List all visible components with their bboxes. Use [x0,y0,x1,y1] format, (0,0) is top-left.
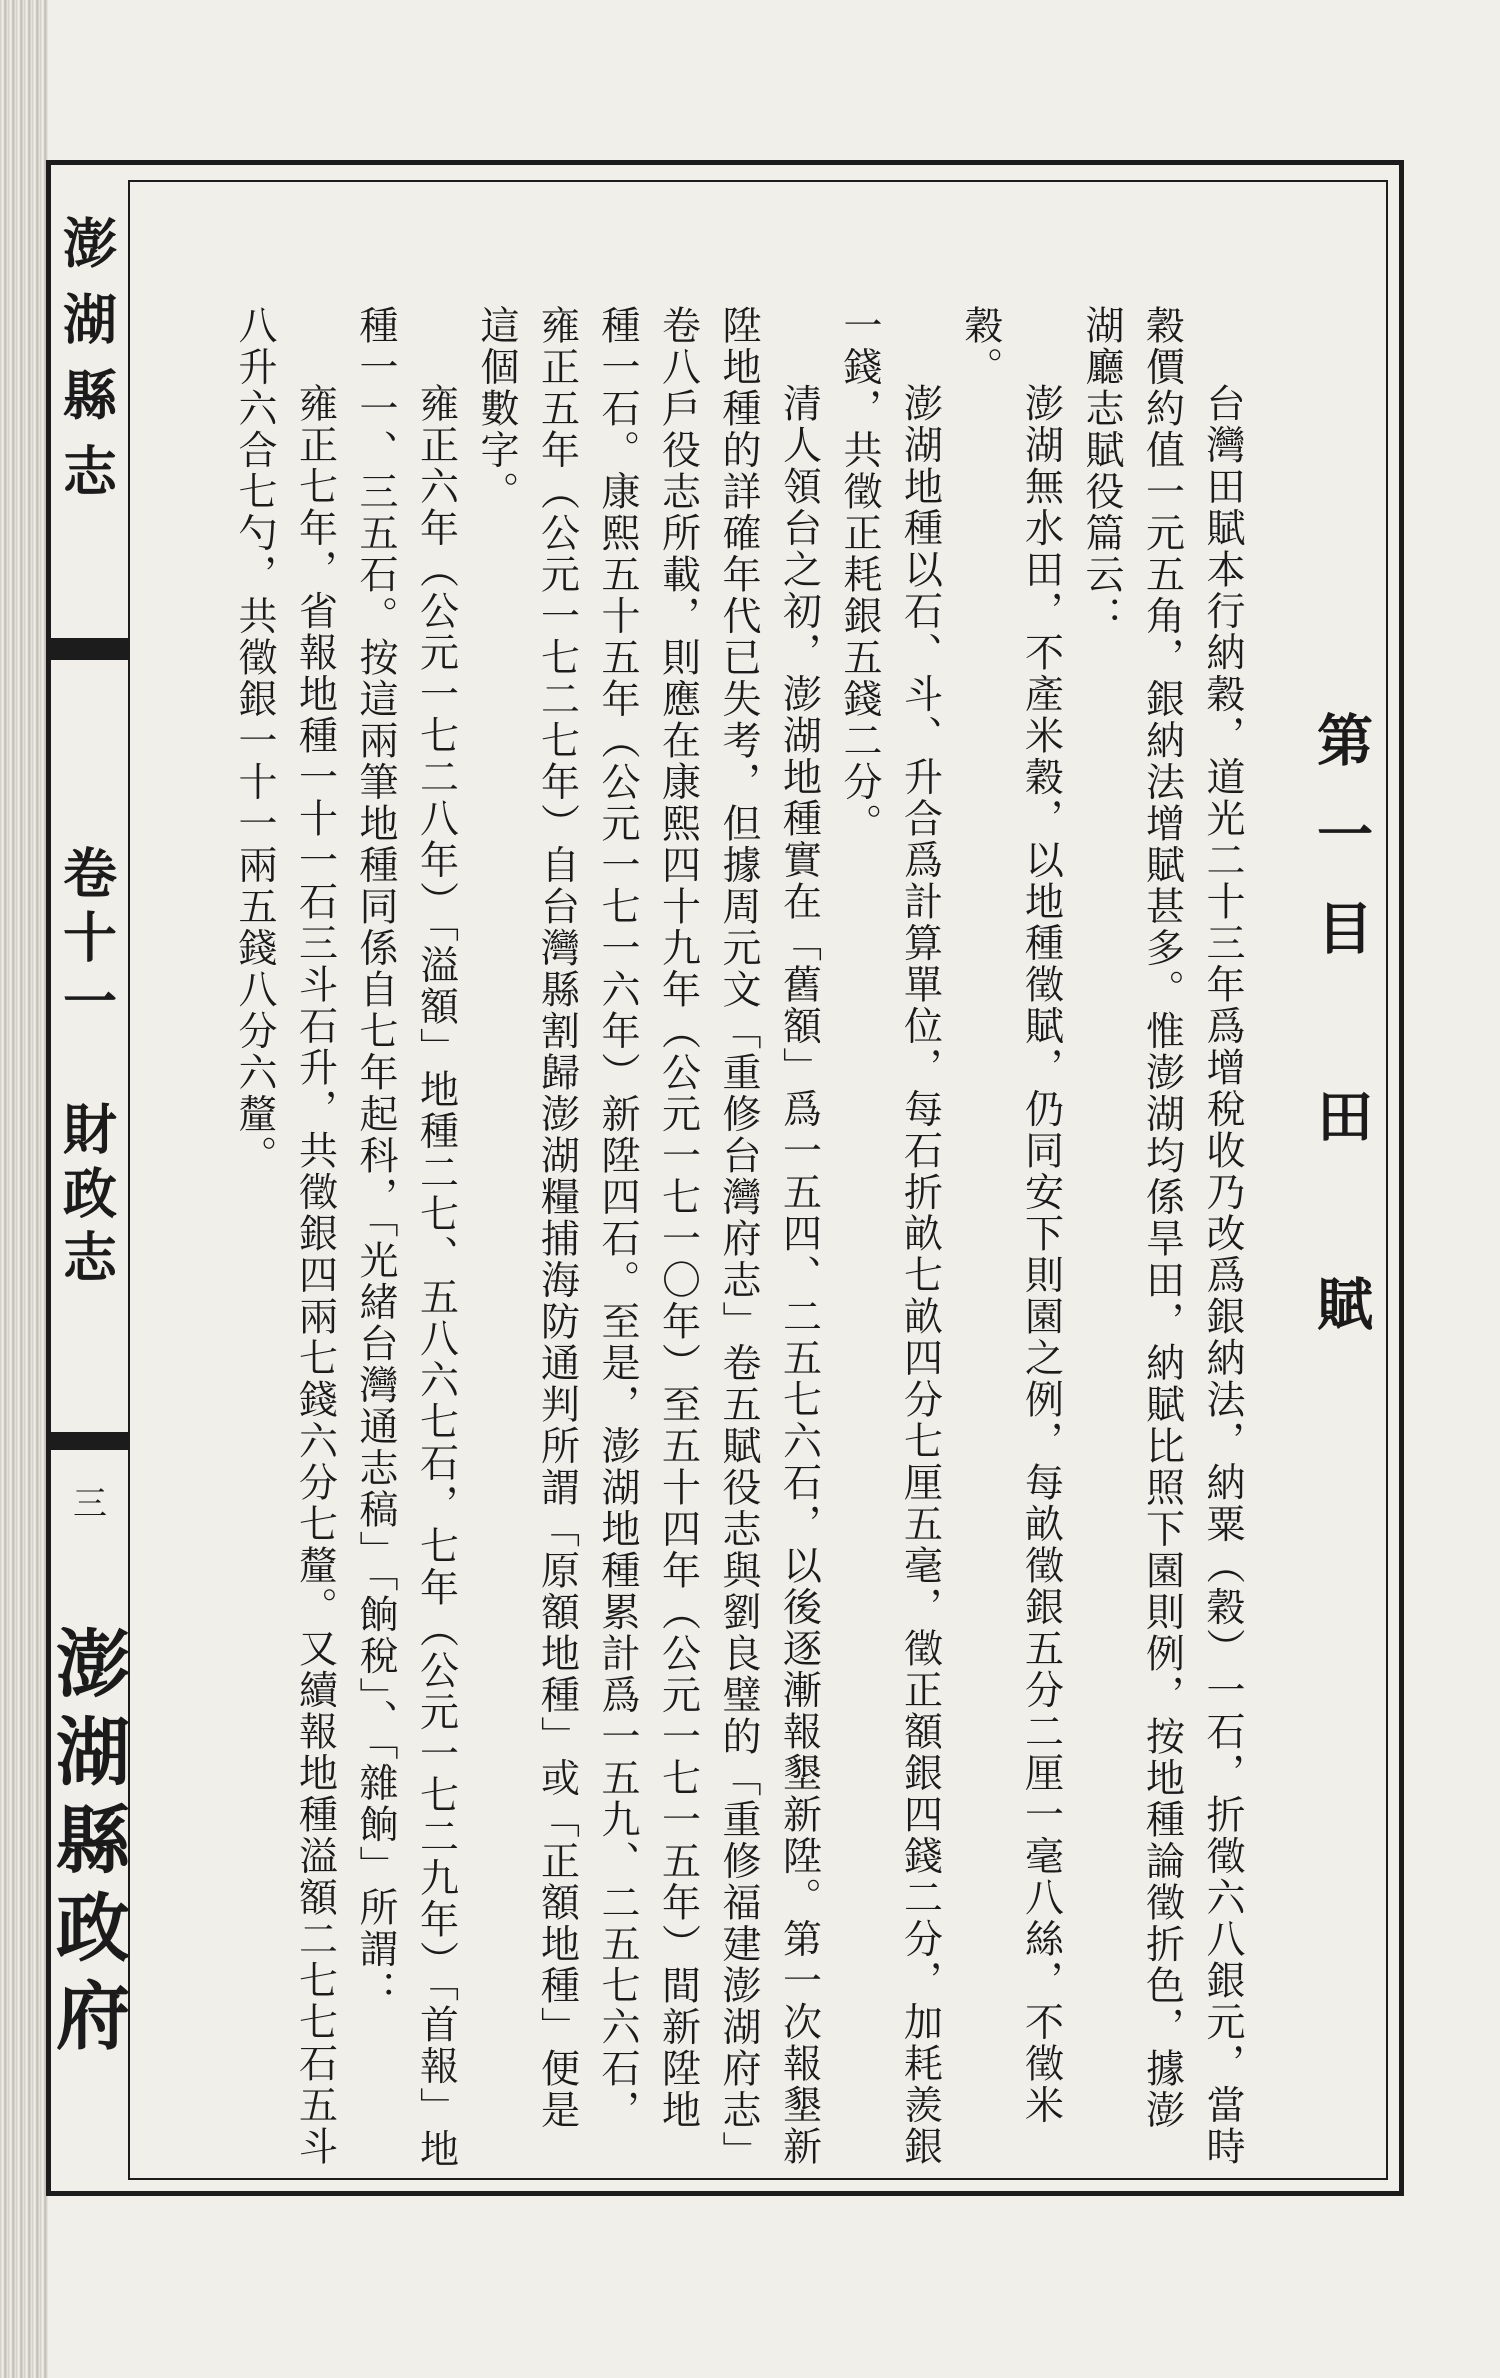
running-head-divider [46,1432,128,1450]
paragraph: 澎湖地種以石、斗、升合爲計算單位，每石折畝七畝四分七厘五毫，徵正額銀四錢二分，加耗羨銀一錢，共徵正耗銀五錢二分。 [837,305,943,2168]
publisher-name: 澎湖縣政府 [44,1625,130,2065]
chapter-title: 卷十一 財政志 [54,845,119,1293]
book-title: 澎湖縣志 [54,215,119,519]
paragraph: 澎湖無水田，不產米穀，以地種徵賦，仍同安下則園之例，每畝徵銀五分二厘一毫八絲，不徵米穀。 [958,305,1064,2126]
paragraph: 台灣田賦本行納穀，道光二十三年爲增稅收乃改爲銀納法，納粟（穀）一石，折徵六八銀元，當時穀價約值一元五角，銀納法增賦甚多。惟澎湖均係旱田，納賦比照下園則例，按地種論徵折色，據澎湖廳志賦役篇云： [1079,305,1245,2168]
running-head-divider [46,638,128,660]
page-number: 三 [66,1485,107,1519]
paragraph: 雍正七年，省報地種一十一石三斗石升，共徵銀四兩七錢六分七釐。又續報地種溢額二七七石五斗八升六合七勺，共徵銀一十一兩五錢八分六釐。 [232,305,338,2168]
paragraph: 清人領台之初，澎湖地種實在「舊額」爲一五四、二五七六石，以後逐漸報墾新陞。第一次報墾新陞地種的詳確年代已失考，但據周元文「重修台灣府志」卷五賦役志與劉良璧的「重修福建澎湖府志」卷八戶役志所載，則應在康熙四十九年（公元一七一〇年）至五十四年（公元一七一五年）間新陞地種一石。康熙五十五年（公元一七一六年）新陞四石。至是，澎湖地種累計爲一五九、二五七六石，雍正五年（公元一七二七年）自台灣縣割歸澎湖糧捕海防通判所謂「原額地種」或「正額地種」便是這個數字。 [474,305,822,2168]
running-head-column [46,165,128,2191]
main-text [140,195,1376,2170]
paragraph: 雍正六年（公元一七二八年）「溢額」地種二七、五八六七石，七年（公元一七二九年）「首報」地種一一、三五石。按這兩筆地種同係自七年起科，「光緒台灣通志稿」「餉稅」、「雜餉」所謂： [353,305,459,2170]
section-heading: 第一目 田 賦 [1308,711,1374,1369]
